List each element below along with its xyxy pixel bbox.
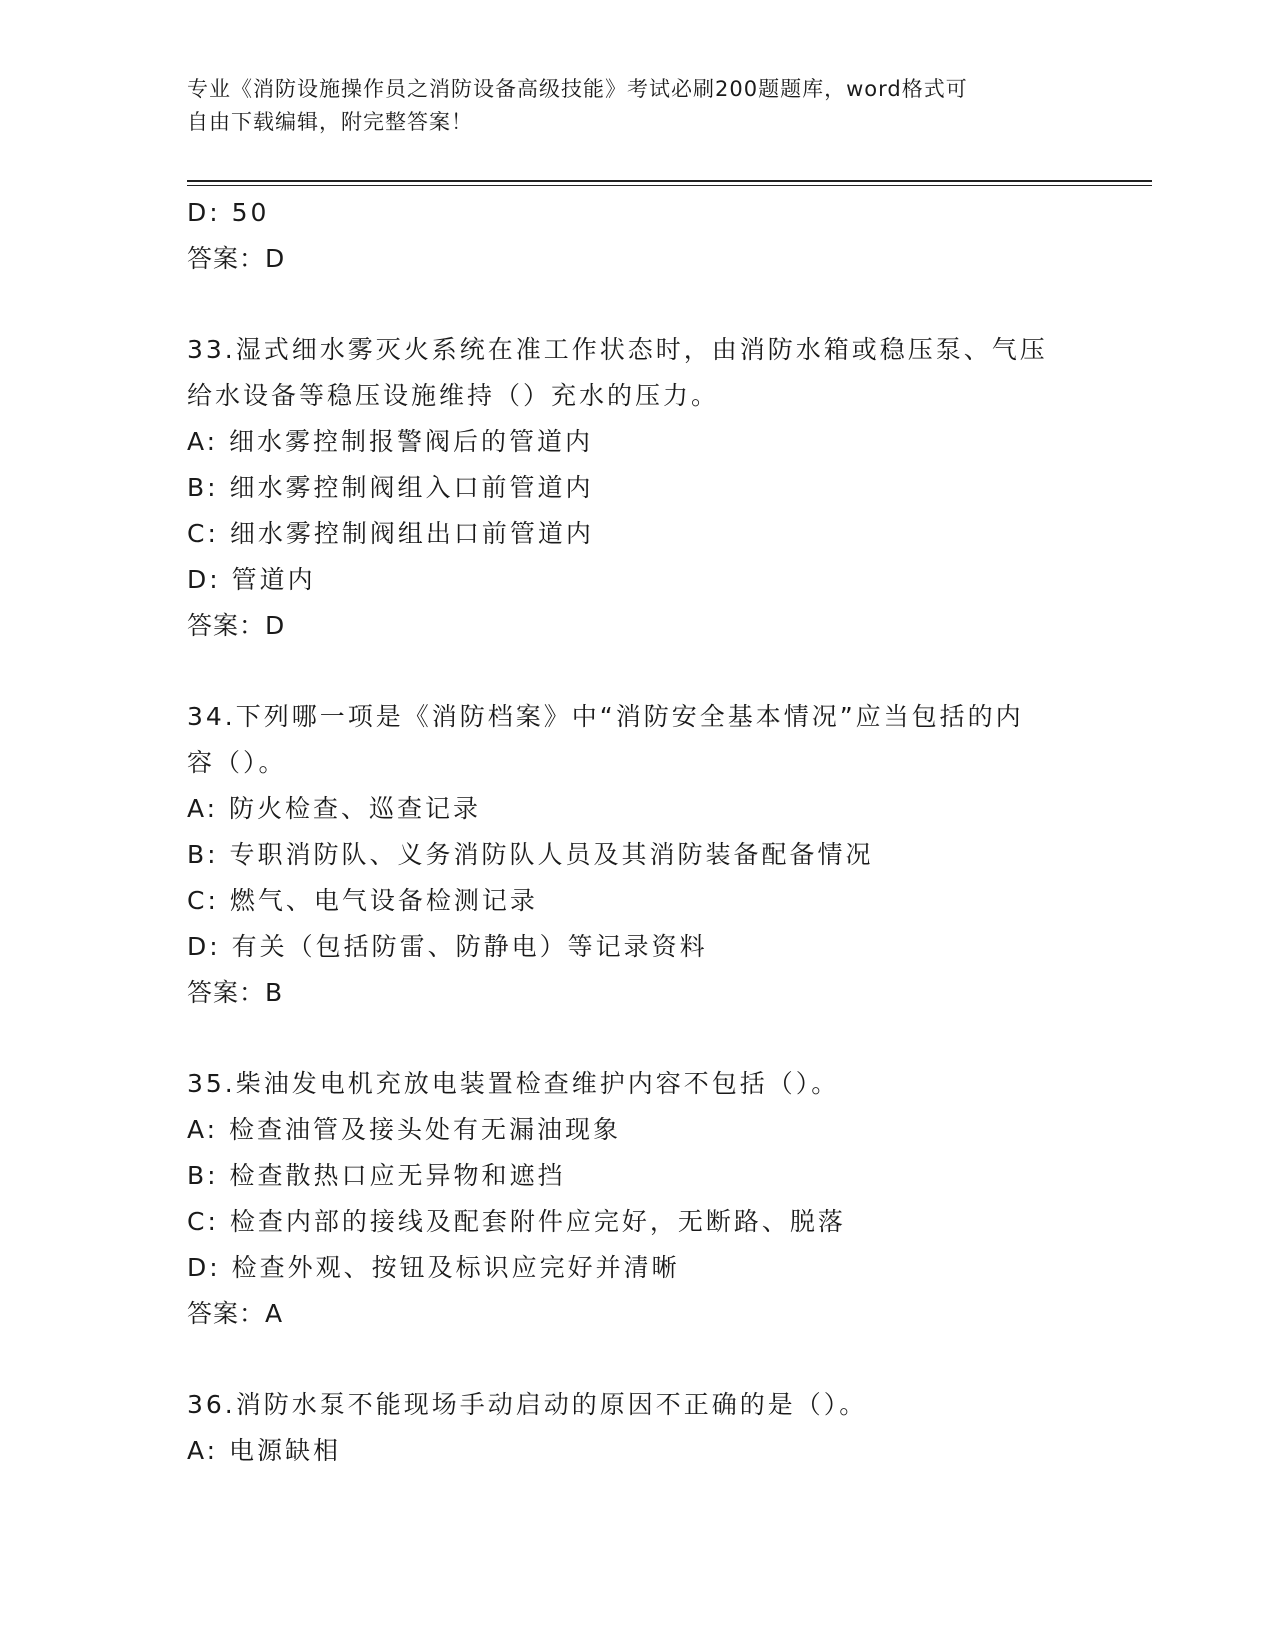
answer: 答案：D — [187, 611, 286, 640]
question-33 — [187, 327, 1077, 649]
question-stem-line-1: 33.湿式细水雾灭火系统在准工作状态时，由消防水箱或稳压泵、气压 — [187, 335, 1048, 364]
header-rule-thick — [187, 180, 1152, 182]
option-c: C: 检查内部的接线及配套附件应完好，无断路、脱落 — [187, 1207, 846, 1236]
option-a: A: 检查油管及接头处有无漏油现象 — [187, 1115, 622, 1144]
document-header — [187, 73, 1067, 139]
option-b: B: 检查散热口应无异物和遮挡 — [187, 1161, 566, 1190]
option-b: B: 专职消防队、义务消防队人员及其消防装备配备情况 — [187, 840, 874, 869]
header-line-2: 自由下载编辑，附完整答案！ — [187, 110, 473, 134]
question-35 — [187, 1061, 1077, 1337]
option-d: D: 管道内 — [187, 565, 316, 594]
question-36 — [187, 1382, 1077, 1474]
header-rule-thin — [187, 185, 1152, 186]
question-stem-line-1: 34.下列哪一项是《消防档案》中“消防安全基本情况”应当包括的内 — [187, 702, 1024, 731]
option-a: A: 防火检查、巡查记录 — [187, 794, 482, 823]
question-stem-line-1: 35.柴油发电机充放电装置检查维护内容不包括（）。 — [187, 1069, 840, 1098]
option-c: C: 细水雾控制阀组出口前管道内 — [187, 519, 594, 548]
option-c: C: 燃气、电气设备检测记录 — [187, 886, 538, 915]
question-stem-line-1: 36.消防水泵不能现场手动启动的原因不正确的是（）。 — [187, 1390, 868, 1419]
option-a: A: 电源缺相 — [187, 1436, 342, 1465]
header-line-1: 专业《消防设施操作员之消防设备高级技能》考试必刷200题题库，word格式可 — [187, 77, 968, 101]
option-d: D: 有关（包括防雷、防静电）等记录资料 — [187, 932, 708, 961]
answer: 答案：A — [187, 1299, 284, 1328]
option-a: A: 细水雾控制报警阀后的管道内 — [187, 427, 594, 456]
question-stem-line-2: 给水设备等稳压设施维持（）充水的压力。 — [187, 381, 720, 410]
option-b: B: 细水雾控制阀组入口前管道内 — [187, 473, 594, 502]
question-stem-line-2: 容（）。 — [187, 748, 287, 777]
prev-option-d: D: 50 — [187, 198, 270, 227]
answer: 答案：B — [187, 978, 284, 1007]
question-list — [187, 190, 1077, 1474]
option-d: D: 检查外观、按钮及标识应完好并清晰 — [187, 1253, 680, 1282]
question-34 — [187, 694, 1077, 1016]
prev-answer: 答案：D — [187, 244, 286, 273]
